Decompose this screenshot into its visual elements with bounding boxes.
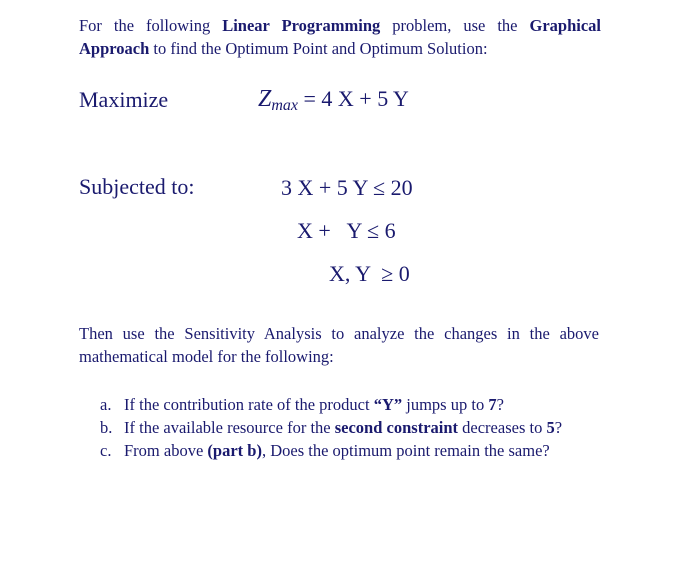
sensitivity-paragraph: Then use the Sensitivity Analysis to analyze the changes in the above mathematical model for the following: — [79, 324, 599, 366]
subjected-to-label: Subjected to: — [79, 174, 195, 199]
question-a-text-3: ? — [496, 395, 504, 414]
question-list — [100, 393, 620, 462]
z-symbol — [258, 86, 298, 112]
z-subscript: max — [271, 97, 299, 114]
question-c — [100, 439, 620, 462]
question-a — [100, 393, 620, 416]
question-c-text-2: , Does the optimum point remain the same? — [261, 441, 550, 460]
question-b-bold-5: 5 — [546, 418, 555, 437]
question-c-marker: c. — [100, 441, 112, 460]
intro-bold-graphical-approach: Graphical Approach — [79, 16, 602, 58]
question-b-text-2: decreases to — [458, 418, 547, 437]
question-c-text-1: From above — [124, 441, 208, 460]
intro-text-2: problem, use the — [380, 16, 530, 35]
z-letter: Z — [258, 86, 272, 112]
objective-function — [258, 86, 409, 115]
question-b-text-3: ? — [554, 418, 563, 437]
question-a-text-1: If the contribution rate of the product — [124, 395, 374, 414]
constraint-3: X, Y ≥ 0 — [329, 261, 410, 286]
question-a-bold-y: “Y” — [373, 395, 403, 414]
question-b-text-1: If the available resource for the — [124, 418, 335, 437]
question-b-marker: b. — [100, 418, 113, 437]
intro-text-3: to find the Optimum Point and Optimum Solution: — [149, 39, 488, 58]
constraint-1: 3 X + 5 Y ≤ 20 — [281, 175, 413, 200]
question-c-bold-part-b: (part b) — [207, 441, 262, 460]
constraint-2: X + Y ≤ 6 — [297, 218, 396, 243]
question-b — [100, 416, 620, 439]
intro-text-1: For the following — [79, 16, 223, 35]
question-a-marker: a. — [100, 395, 112, 414]
intro-bold-linear-programming: Linear Programming — [222, 16, 381, 35]
question-b-bold-second-constraint: second constraint — [334, 418, 459, 437]
question-a-text-2: jumps up to — [402, 395, 489, 414]
question-a-bold-7: 7 — [488, 395, 497, 414]
objective-expression: = 4 X + 5 Y — [298, 86, 409, 111]
maximize-label: Maximize — [79, 87, 169, 112]
problem-intro — [79, 14, 601, 60]
